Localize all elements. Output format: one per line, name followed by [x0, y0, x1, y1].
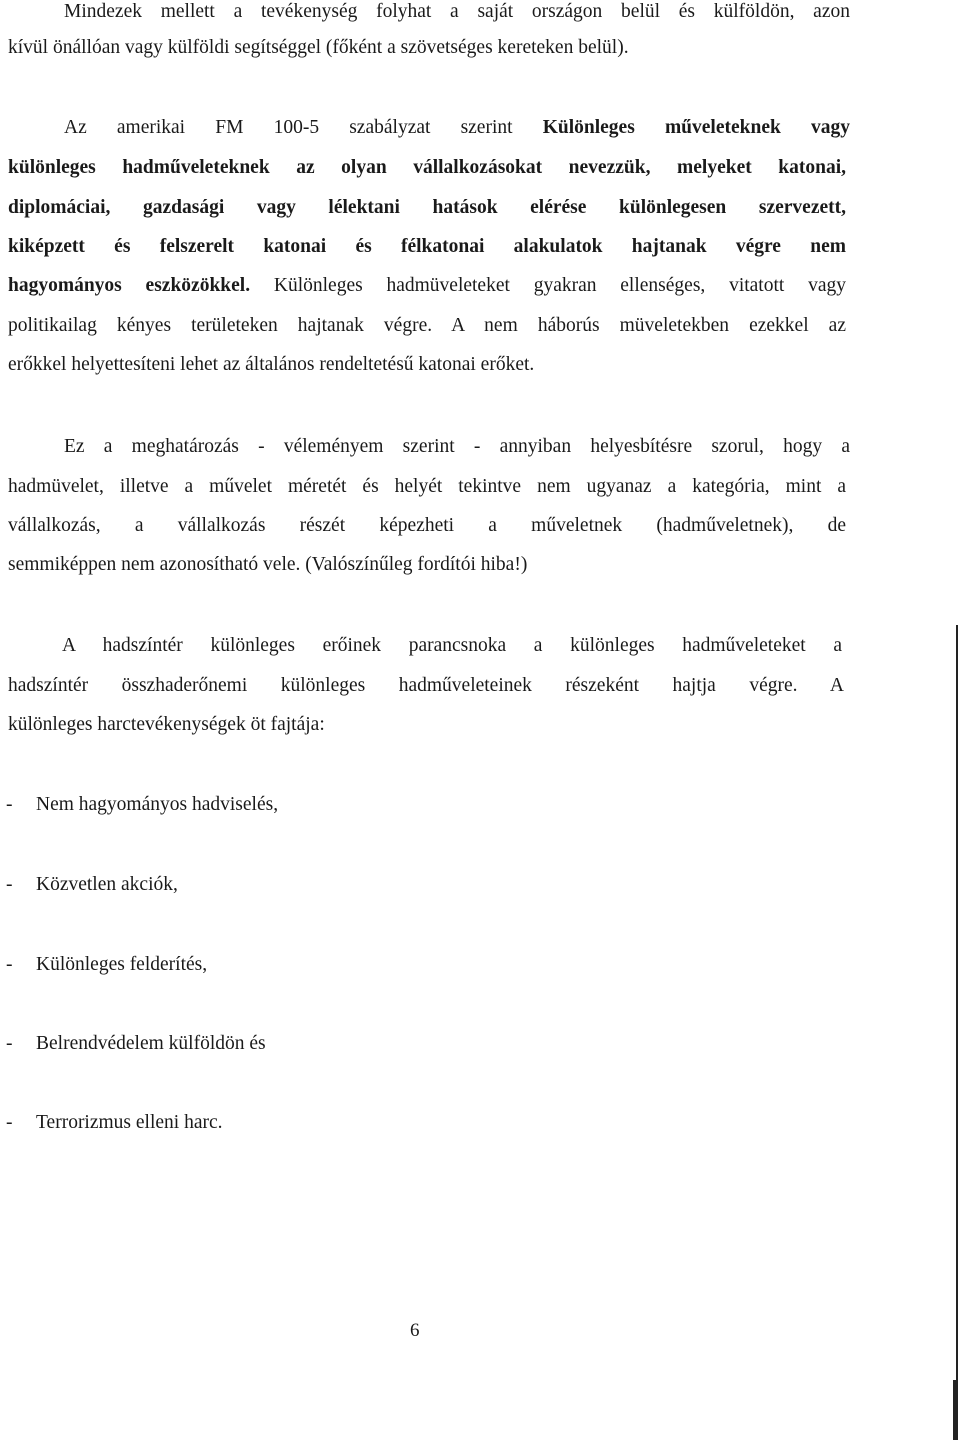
text-span: Különleges hadmüveleteket gyakran ellenséges, vitatott vagy: [250, 275, 846, 296]
text-span: Az amerikai FM 100-5 szabályzat szerint: [64, 117, 543, 138]
list-item: [6, 793, 278, 817]
bold-term: Különleges műveleteknek vagy: [542, 117, 850, 138]
text-line: kiképzett és felszerelt katonai és félkatonai alakulatok hajtanak végre nem: [8, 236, 846, 257]
list-item: [6, 873, 178, 897]
text-line: Mindezek mellett a tevékenység folyhat a saját országon belül és külföldön, azon: [64, 1, 850, 22]
list-item: [6, 1032, 266, 1056]
dash-bullet: -: [6, 1033, 13, 1054]
text-line: kívül önállóan vagy külföldi segítséggel (főként a szövetséges kereteken belül).: [8, 37, 629, 58]
text-line: különleges harctevékenységek öt fajtája:: [8, 714, 325, 735]
text-line: [64, 116, 850, 140]
list-item-text: Terrorizmus elleni harc.: [36, 1112, 223, 1133]
scan-edge-mark: [953, 1380, 958, 1440]
dash-bullet: -: [6, 794, 13, 815]
dash-bullet: -: [6, 1112, 13, 1133]
scan-edge-line: [956, 625, 958, 1440]
text-line: politikailag kényes területeken hajtanak végre. A nem háborús müveletekben ezekkel az: [8, 315, 846, 336]
bold-term: hagyományos eszközökkel.: [8, 275, 251, 296]
text-line: erőkkel helyettesíteni lehet az általános rendeltetésű katonai erőket.: [8, 354, 535, 375]
list-item-text: Nem hagyományos hadviselés,: [36, 794, 279, 815]
text-line: diplomáciai, gazdasági vagy lélektani hatások elérése különlegesen szervezett,: [8, 197, 846, 218]
text-line: [8, 274, 846, 298]
dash-bullet: -: [6, 874, 13, 895]
text-line: hadszíntér összhaderőnemi különleges hadműveleteinek részeként hajtja végre. A: [8, 675, 844, 696]
list-item-text: Különleges felderítés,: [36, 954, 208, 975]
page-number: 6: [410, 1320, 420, 1341]
list-item-text: Közvetlen akciók,: [36, 874, 178, 895]
text-line: semmiképpen nem azonosítható vele. (Valószínűleg fordítói hiba!): [8, 554, 528, 575]
text-line: Ez a meghatározás - véleményem szerint - annyiban helyesbítésre szorul, hogy a: [64, 436, 850, 457]
text-line: vállalkozás, a vállalkozás részét képezheti a műveletnek (hadműveletnek), de: [8, 515, 846, 536]
list-item-text: Belrendvédelem külföldön és: [36, 1033, 266, 1054]
dash-bullet: -: [6, 954, 13, 975]
text-line: A hadszíntér különleges erőinek parancsnoka a különleges hadműveleteket a: [62, 635, 842, 656]
text-line: hadmüvelet, illetve a művelet méretét és helyét tekintve nem ugyanaz a kategória, mint a: [8, 476, 846, 497]
text-line: különleges hadműveleteknek az olyan vállalkozásokat nevezzük, melyeket katonai,: [8, 157, 846, 178]
list-item: [6, 953, 207, 977]
list-item: [6, 1111, 223, 1135]
